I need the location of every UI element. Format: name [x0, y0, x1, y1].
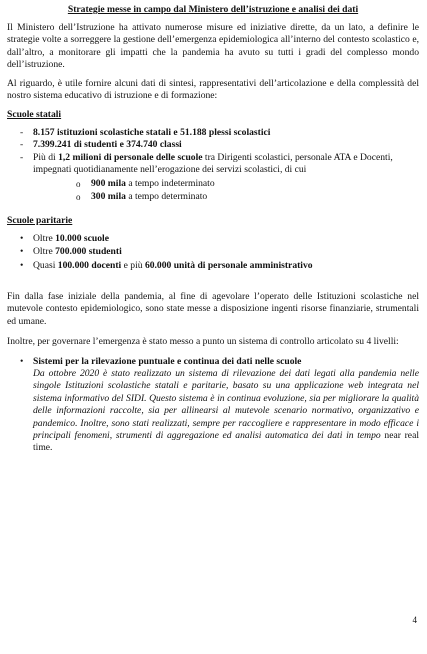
intro-paragraph: Il Ministero dell’Istruzione ha attivato numerose misure ed iniziative dirette, da un lato, a definire le strategie volte a sorreggere la gestione dell’emergenza epidemiologica all’interno del contesto scolastico e, dall’altro, a monitorare gli impatti che la pandemia ha avuto su tutti i gradi del complesso mondo dell’istruzione. — [7, 22, 419, 71]
dash-bullet: - — [20, 151, 24, 163]
dash-bullet: - — [20, 126, 24, 138]
circle-bullet-icon: o — [76, 179, 81, 190]
list-item: - 8.157 istituzioni scolastiche statali e 51.188 plessi scolastici — [20, 126, 271, 138]
list-item: • Oltre 700.000 studenti — [20, 246, 122, 258]
list-item: - Più di 1,2 milioni di personale delle scuole tra Dirigenti scolastici, personale ATA e Docenti, impegnati quotidianamente nell’erogazione dei servizi scolastici, di cui o 900 mila a tempo indeterminato o 300 mila a tempo determinato — [7, 152, 419, 204]
page-title: Strategie messe in campo dal Ministero dell’istruzione e analisi dei dati — [67, 4, 359, 15]
statali-list — [7, 127, 419, 203]
item-title: Sistemi per la rilevazione puntuale e continua dei dati nelle scuole — [33, 355, 302, 367]
list-item: • Oltre 10.000 scuole — [20, 232, 109, 244]
dash-bullet: - — [20, 139, 24, 151]
page-number: 4 — [412, 615, 417, 625]
list-item: • Quasi 100.000 docenti e più 60.000 unità di personale amministrativo — [20, 259, 313, 271]
paragraph-control-system: Inoltre, per governare l’emergenza è stato messo a punto un sistema di controllo articolato su 4 livelli: — [7, 336, 399, 348]
statali-sublist — [33, 178, 419, 203]
document-page — [7, 0, 419, 455]
paritarie-list — [7, 233, 419, 272]
sub-list-item: o 900 mila a tempo indeterminato — [76, 178, 215, 190]
paragraph-resources: Fin dalla fase iniziale della pandemia, al fine di agevolare l’operato delle Istituzioni scolastiche nel mutevole contesto epidemiologico, sono state messe a disposizione ingenti risorse finanziarie, strumentali ed umane. — [7, 290, 419, 327]
list-item-sistemi — [7, 356, 419, 455]
list-item: - 7.399.241 di studenti e 374.740 classi — [20, 139, 182, 151]
sub-list-item: o 300 mila a tempo determinato — [76, 190, 208, 202]
dot-bullet-icon: • — [20, 259, 24, 271]
circle-bullet-icon: o — [76, 191, 81, 202]
section-heading-statali: Scuole statali — [7, 109, 62, 121]
dot-bullet-icon: • — [20, 232, 24, 244]
section-heading-paritarie: Scuole paritarie — [7, 215, 73, 227]
dot-bullet-icon: • — [20, 246, 24, 258]
intro-paragraph-2: Al riguardo, è utile fornire alcuni dati di sintesi, rappresentativi dell’articolazione e della complessità del nostro sistema educativo di istruzione e di formazione: — [7, 77, 419, 102]
item-body: Da ottobre 2020 è stato realizzato un sistema di rilevazione dei dati legati alla pandemia nelle singole Istituzioni scolastiche statali e paritarie, basato su una applicazione web integrata nel sistema informativo del SIDI. Questo sistema è in continua evoluzione, sia per migliorare la qualità delle informazioni raccolte, sia per allinearsi al mutevole scenario normativo, organizzativo e pandemico. Inoltre, sono stati realizzati, sempre per raccogliere e rappresentare in modo efficace i principali fenomeni, strumenti di aggregazione ed analisi automatica dei dati in tempo near real time. — [33, 367, 419, 454]
dot-bullet-icon: • — [20, 355, 24, 367]
